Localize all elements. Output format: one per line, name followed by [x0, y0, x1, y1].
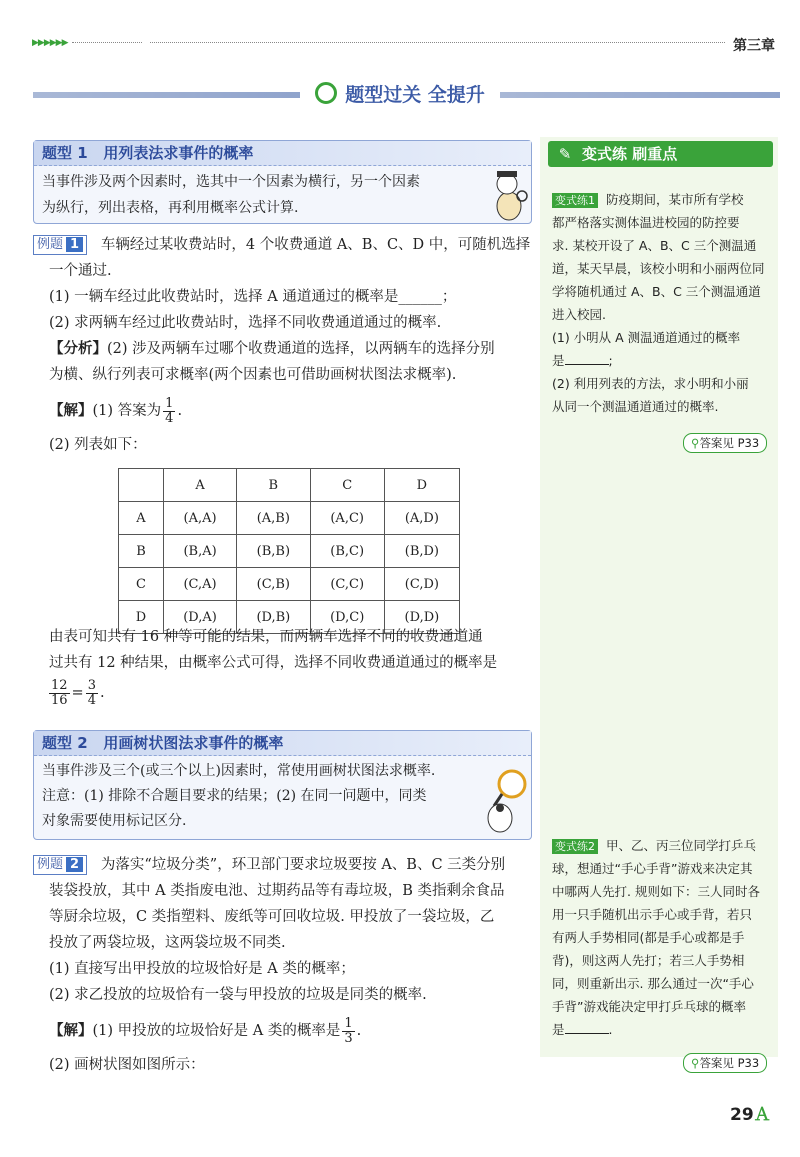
table-cell: (B,A) — [164, 535, 237, 568]
example1-conclusion: 由表可知共有 16 种等可能的结果，而两辆车选择不同的收费通道通 过共有 12 种结果，由概率公式可得，选择不同收费通道通过的概率是 $\frac{12}{16}$ = $\frac{3}{4}$ . — [49, 624, 534, 710]
variant2-answer-ref[interactable]: ⚲答案见 P33 — [683, 1053, 767, 1073]
type2-label: 题型 2 — [42, 734, 88, 752]
table-cell: (D,C) — [310, 601, 384, 634]
example2-solution-label: 【解】 — [49, 1022, 93, 1039]
conclusion-line1: 由表可知共有 16 种等可能的结果，而两辆车选择不同的收费通道通 — [49, 629, 483, 645]
table-cell: (D,D) — [384, 601, 459, 634]
table-cell: (B,C) — [310, 535, 384, 568]
pencil-a-icon: Ａ — [753, 1105, 771, 1125]
type1-title: 用列表法求事件的概率 — [103, 144, 254, 162]
table-cell — [119, 469, 164, 502]
type1-box — [33, 140, 532, 224]
variant2-line6: 同，则重新出示. 那么通过一次“手心 — [552, 976, 754, 991]
table-cell: C — [310, 469, 384, 502]
table-cell: B — [237, 469, 310, 502]
variant1-line2: 求. 某校开设了 A、B、C 三个测温通 — [552, 238, 757, 253]
key-icon-2: ⚲ — [691, 1056, 700, 1070]
example2: 例题 2 为落实“垃圾分类”，环卫部门要求垃圾要按 A、B、C 三类分别 装袋投放，其中 A 类指废电池、过期药品等有毒垃圾，B 类指剩余食品 等厨余垃圾，C 类指塑料、废纸等可回收垃圾. 甲投放了一袋垃圾，乙 投放了两袋垃圾，这两袋垃圾不同类. (1) 直接写出甲投放的垃圾恰好是 A 类的概率； (2) 求乙投放的垃圾恰有一袋与甲投放的垃圾是同类的概率. 【解】(1) 甲投放的垃圾恰好是 A 类的概率是 $\frac{1}{3}$ . (2) 画树状图如图所示： — [33, 852, 533, 1078]
table-row — [119, 535, 460, 568]
table-cell: (A,C) — [310, 502, 384, 535]
variant1-q2b: 从同一个测温通道通过的概率. — [552, 399, 719, 414]
example1-tag: 例题 1 — [33, 235, 87, 255]
variant1-line0: 防疫期间，某市所有学校 — [605, 192, 744, 207]
table-cell: C — [119, 568, 164, 601]
table-cell: (D,A) — [164, 601, 237, 634]
type1-label: 题型 1 — [42, 144, 88, 162]
table-cell: A — [119, 502, 164, 535]
solution-label: 【解】 — [49, 402, 93, 419]
type1-body-line1: 当事件涉及两个因素时，选其中一个因素为横行，另一个因素 — [42, 174, 420, 190]
example2-solution-line2: (2) 画树状图如图所示： — [49, 1057, 205, 1073]
variant2-line3: 用一只手随机出示手心或手背，若只 — [552, 907, 753, 922]
cartoon-detective-icon — [487, 168, 531, 224]
type2-box — [33, 730, 532, 840]
type2-header — [34, 731, 531, 756]
type1-header — [34, 141, 531, 166]
table-cell: (B,B) — [237, 535, 310, 568]
variant2-line0: 甲、乙、丙三位同学打乒乓 — [605, 838, 756, 853]
table-row — [119, 502, 460, 535]
table-cell: (A,D) — [384, 502, 459, 535]
variant1-line1: 都严格落实测体温进校园的防控要 — [552, 215, 740, 230]
table-cell: (D,B) — [237, 601, 310, 634]
solution-line1: (1) 答案为 — [92, 403, 162, 419]
chapter-title: 第三章 — [733, 38, 775, 54]
example2-line4: 投放了两袋垃圾，这两袋垃圾不同类. — [49, 935, 286, 951]
variant1-tag: 变式练1 — [552, 193, 598, 208]
table-cell: A — [164, 469, 237, 502]
header-divider-long — [150, 42, 725, 43]
variant2: 变式练2 甲、乙、丙三位同学打乒乓 球，想通过“手心手背”游戏来决定其 中哪两人先打. 规则如下：三人同时各 用一只手随机出示手心或手背，若只 有两人手势相同(都是手心或都是手 背)，则这两人先打；若三人手势相 同，则重新出示. 那么通过一次“手心 手背”游戏能决定甲打乒乓球的概率 是 . — [552, 834, 774, 1041]
fraction-one-third: $\frac{1}{3}$ — [344, 1015, 353, 1046]
table-header-row — [119, 469, 460, 502]
type2-title: 用画树状图法求事件的概率 — [103, 734, 284, 752]
type2-body-line3: 对象需要使用标记区分. — [42, 813, 187, 829]
example1-line2: 一个通过. — [49, 263, 112, 279]
book-icon: ✎ — [558, 145, 572, 163]
example1: 例题 1 车辆经过某收费站时，4 个收费通道 A、B、C、D 中，可随机选择 一个通过. (1) 一辆车经过此收费站时，选择 A 通道通过的概率是______； (2) 求两辆车经过此收费站时，选择不同收费通道通过的概率. 【分析】(2) 涉及两辆车过哪个收费通道的选择，以两辆车的选择分别 为横、纵行列表可求概率(两个因素也可借助画树状图法求概率). 【解】(1) 答案为 $\frac{1}{4}$ . (2) 列表如下： — [33, 232, 533, 458]
table-cell: (A,B) — [237, 502, 310, 535]
table-cell: (C,D) — [384, 568, 459, 601]
page-number: 29Ａ — [730, 1105, 771, 1125]
variant1-answer-ref[interactable]: ⚲答案见 P33 — [683, 433, 767, 453]
table-intro: (2) 列表如下： — [49, 437, 147, 453]
header-divider — [72, 42, 142, 43]
table-cell: (A,A) — [164, 502, 237, 535]
example2-tag: 例题 2 — [33, 855, 87, 875]
answer-blank[interactable] — [565, 350, 609, 365]
header-arrows: ▶▶▶▶▶▶ — [32, 38, 68, 48]
fraction-3-4: $\frac{3}{4}$ — [87, 677, 96, 708]
example2-line2: 装袋投放，其中 A 类指废电池、过期药品等有毒垃圾，B 类指剩余食品 — [49, 883, 505, 899]
table-cell: B — [119, 535, 164, 568]
table-cell: (C,C) — [310, 568, 384, 601]
variant1-q1a: (1) 小明从 A 测温通道通过的概率 — [552, 330, 741, 345]
variant2-line5: 背)，则这两人先打；若三人手势相 — [552, 953, 745, 968]
cartoon-magnifier-icon — [482, 766, 532, 836]
fraction-12-16: $\frac{12}{16}$ — [51, 677, 68, 708]
example1-q2: (2) 求两辆车经过此收费站时，选择不同收费通道通过的概率. — [49, 315, 442, 331]
conclusion-line2: 过共有 12 种结果，由概率公式可得，选择不同收费通道通过的概率是 — [49, 655, 498, 671]
variant2-line4: 有两人手势相同(都是手心或都是手 — [552, 930, 745, 945]
table-cell: (B,D) — [384, 535, 459, 568]
variant2-last: 是 — [552, 1022, 565, 1037]
example1-line1: 车辆经过某收费站时，4 个收费通道 A、B、C、D 中，可随机选择 — [100, 237, 531, 253]
banner-line-right — [498, 92, 780, 98]
example2-q2: (2) 求乙投放的垃圾恰有一袋与甲投放的垃圾是同类的概率. — [49, 987, 427, 1003]
type1-body-line2: 为纵行，列出表格，再利用概率公式计算. — [42, 200, 299, 216]
banner — [300, 78, 500, 108]
answer-blank-2[interactable] — [565, 1019, 609, 1034]
example2-line3: 等厨余垃圾，C 类指塑料、废纸等可回收垃圾. 甲投放了一袋垃圾，乙 — [49, 909, 495, 925]
swirl-icon — [315, 82, 337, 104]
banner-line-left — [33, 92, 303, 98]
variant1-q1b: 是 — [552, 353, 565, 368]
example2-solution-line1: (1) 甲投放的垃圾恰好是 A 类的概率是 — [92, 1023, 341, 1039]
variant1-line5: 进入校园. — [552, 307, 606, 322]
variant2-line1: 球，想通过“手心手背”游戏来决定其 — [552, 861, 753, 876]
variant1-line4: 学将随机通过 A、B、C 三个测温通道 — [552, 284, 761, 299]
type2-body-line1: 当事件涉及三个(或三个以上)因素时，常使用画树状图法求概率. — [42, 763, 436, 779]
example2-q1: (1) 直接写出甲投放的垃圾恰好是 A 类的概率； — [49, 961, 355, 977]
variant2-line7: 手背”游戏能决定甲打乒乓球的概率 — [552, 999, 746, 1014]
variant2-line2: 中哪两人先打. 规则如下：三人同时各 — [552, 884, 760, 899]
type2-body-line2: 注意：(1) 排除不合题目要求的结果；(2) 在同一问题中，同类 — [42, 788, 427, 804]
example2-line1: 为落实“垃圾分类”，环卫部门要求垃圾要按 A、B、C 三类分别 — [100, 857, 506, 873]
table-cell: (C,A) — [164, 568, 237, 601]
table-cell: D — [119, 601, 164, 634]
table-cell: (C,B) — [237, 568, 310, 601]
fraction-one-quarter: $\frac{1}{4}$ — [165, 395, 174, 426]
key-icon: ⚲ — [691, 436, 700, 450]
table-row — [119, 568, 460, 601]
variant2-tag: 变式练2 — [552, 839, 598, 854]
table-cell: D — [384, 469, 459, 502]
banner-title: 题型过关 全提升 — [345, 83, 485, 106]
analysis-line1: (2) 涉及两辆车过哪个收费通道的选择，以两辆车的选择分别 — [107, 341, 495, 357]
variant1-line3: 道，某天早晨，该校小明和小丽两位同 — [552, 261, 765, 276]
outcome-table — [118, 468, 460, 634]
example1-q1: (1) 一辆车经过此收费站时，选择 A 通道通过的概率是______； — [49, 289, 457, 305]
practice-header: ✎ 变式练 刷重点 — [548, 141, 773, 167]
variant1-q2a: (2) 利用列表的方法，求小明和小丽 — [552, 376, 749, 391]
analysis-label: 【分析】 — [49, 340, 107, 357]
variant1: 变式练1 防疫期间，某市所有学校 都严格落实测体温进校园的防控要 求. 某校开设了 A、B、C 三个测温通 道，某天早晨，该校小明和小丽两位同 学将随机通过 A、B、C 三个测温通道 进入校园. (1) 小明从 A 测温通道通过的概率 是 ; (2) 利用列表的方法，求小明和小丽 从同一个测温通道通过的概率. — [552, 188, 774, 418]
analysis-line2: 为横、纵行列表可求概率(两个因素也可借助画树状图法求概率). — [49, 367, 457, 383]
